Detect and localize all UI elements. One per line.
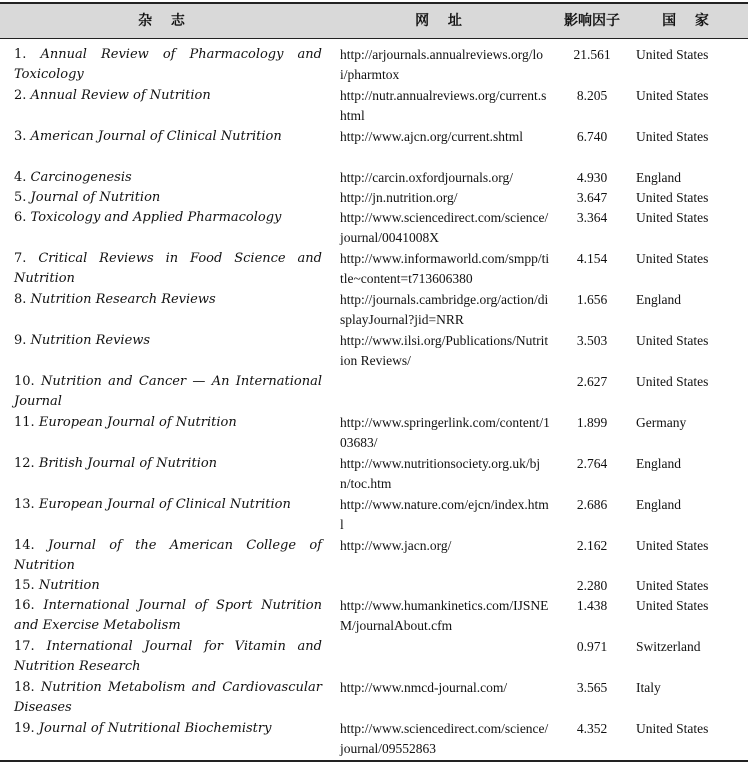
row-number: 11.: [14, 415, 35, 430]
row-number: 5.: [14, 190, 27, 205]
country: United States: [636, 333, 709, 348]
table-row: [0, 596, 748, 637]
journal-title: Annual Review of Pharmacology and Toxicology: [14, 47, 322, 82]
journal-url: http://jn.nutrition.org/: [340, 190, 458, 205]
table-row: [0, 168, 748, 188]
country: Italy: [636, 680, 661, 695]
header-url: 网 址: [415, 13, 469, 29]
impact-factor: 0.971: [576, 639, 608, 654]
journal-table: [0, 2, 748, 762]
journal-url: http://www.jacn.org/: [340, 538, 452, 553]
journal-cell: [0, 168, 330, 188]
journal-cell: [0, 208, 330, 249]
impact-factor: 21.561: [573, 47, 611, 62]
table-body: [0, 39, 748, 762]
row-number: 18.: [14, 680, 35, 695]
journal-url: http://www.nmcd-journal.com/: [340, 680, 508, 695]
impact-factor: 1.656: [576, 292, 608, 307]
header-journal: 杂 志: [138, 13, 192, 29]
table-row: [0, 576, 748, 596]
table-row: [0, 249, 748, 290]
journal-title: Journal of Nutritional Biochemistry: [38, 721, 272, 736]
journal-title: Nutrition and Cancer — An International Journal: [14, 374, 322, 409]
journal-url: http://nutr.annualreviews.org/current.shtml: [340, 88, 547, 123]
journal-title: Annual Review of Nutrition: [30, 88, 211, 103]
country: United States: [636, 47, 709, 62]
table-row: [0, 331, 748, 372]
row-number: 14.: [14, 538, 35, 553]
country: England: [636, 292, 681, 307]
journal-url: http://arjournals.annualreviews.org/loi/pharmtox: [340, 47, 543, 82]
country: United States: [636, 129, 709, 144]
row-number: 6.: [14, 210, 27, 225]
table-row: [0, 454, 748, 495]
journal-url: http://www.humankinetics.com/IJSNEM/journalAbout.cfm: [340, 598, 549, 633]
impact-factor: 3.364: [576, 210, 608, 225]
row-number: 16.: [14, 598, 35, 613]
country: Switzerland: [636, 639, 701, 654]
journal-url: http://www.springerlink.com/content/103683/: [340, 415, 550, 450]
row-number: 15.: [14, 578, 35, 593]
journal-cell: [0, 576, 330, 596]
impact-factor: 4.154: [576, 251, 608, 266]
row-number: 13.: [14, 497, 35, 512]
country: Germany: [636, 415, 687, 430]
impact-factor: 2.162: [576, 538, 608, 553]
impact-factor: 3.565: [576, 680, 608, 695]
table-row: [0, 413, 748, 454]
journal-cell: [0, 188, 330, 208]
impact-factor: 6.740: [576, 129, 608, 144]
journal-title: Journal of the American College of Nutrition: [14, 538, 322, 573]
impact-factor: 4.930: [576, 170, 608, 185]
impact-factor: 1.438: [576, 598, 608, 613]
journal-title: International Journal of Sport Nutrition and Exercise Metabolism: [14, 598, 322, 633]
journal-cell: [0, 536, 330, 576]
table-row: [0, 208, 748, 249]
journal-cell: [0, 86, 330, 127]
row-number: 7.: [14, 251, 27, 266]
country: England: [636, 497, 681, 512]
country: United States: [636, 578, 709, 593]
journal-title: Carcinogenesis: [30, 170, 132, 185]
journal-cell: [0, 331, 330, 372]
journal-url: http://www.informaworld.com/smpp/title~content=t713606380: [340, 251, 550, 286]
journal-title: Critical Reviews in Food Science and Nutrition: [14, 251, 322, 286]
journal-title: British Journal of Nutrition: [38, 456, 218, 471]
table-header: [0, 3, 748, 39]
journal-title: International Journal for Vitamin and Nutrition Research: [14, 639, 322, 674]
country: United States: [636, 598, 709, 613]
journal-title: Toxicology and Applied Pharmacology: [30, 210, 282, 225]
row-number: 8.: [14, 292, 27, 307]
journal-title: Nutrition Research Reviews: [30, 292, 216, 307]
country: United States: [636, 251, 709, 266]
journal-url: [330, 372, 554, 413]
table-row: [0, 719, 748, 761]
journal-url: http://www.sciencedirect.com/science/journal/09552863: [340, 721, 549, 756]
country: United States: [636, 374, 709, 389]
row-number: 17.: [14, 639, 35, 654]
journal-cell: [0, 39, 330, 87]
journal-title: Journal of Nutrition: [30, 190, 161, 205]
country: England: [636, 170, 681, 185]
impact-factor: 3.647: [576, 190, 608, 205]
journal-cell: [0, 454, 330, 495]
journal-url: http://www.ilsi.org/Publications/Nutrition Reviews/: [340, 333, 549, 368]
impact-factor: 2.686: [576, 497, 608, 512]
row-number: 2.: [14, 88, 27, 103]
country: United States: [636, 190, 709, 205]
impact-factor: 2.280: [576, 578, 608, 593]
table-row: [0, 39, 748, 87]
journal-url: http://www.nature.com/ejcn/index.html: [340, 497, 549, 532]
journal-title: Nutrition Reviews: [30, 333, 151, 348]
journal-cell: [0, 127, 330, 168]
row-number: 3.: [14, 129, 27, 144]
journal-url: [330, 637, 554, 678]
row-number: 1.: [14, 47, 27, 62]
table-row: [0, 372, 748, 413]
journal-cell: [0, 249, 330, 290]
journal-url: http://carcin.oxfordjournals.org/: [340, 170, 513, 185]
journal-url: [330, 576, 554, 596]
journal-title: European Journal of Nutrition: [38, 415, 237, 430]
row-number: 19.: [14, 721, 35, 736]
table-row: [0, 127, 748, 168]
journal-cell: [0, 719, 330, 761]
header-country: 国 家: [662, 13, 716, 29]
impact-factor: 8.205: [576, 88, 608, 103]
table-row: [0, 678, 748, 719]
impact-factor: 4.352: [576, 721, 608, 736]
journal-cell: [0, 495, 330, 536]
impact-factor: 2.764: [576, 456, 608, 471]
row-number: 12.: [14, 456, 35, 471]
journal-cell: [0, 596, 330, 637]
header-impact-factor: 影响因子: [564, 13, 620, 29]
row-number: 4.: [14, 170, 27, 185]
table-row: [0, 188, 748, 208]
journal-url: http://www.nutritionsociety.org.uk/bjn/toc.htm: [340, 456, 541, 491]
impact-factor: 2.627: [576, 374, 608, 389]
table-row: [0, 536, 748, 576]
table-row: [0, 637, 748, 678]
journal-title: American Journal of Clinical Nutrition: [30, 129, 282, 144]
journal-cell: [0, 637, 330, 678]
country: United States: [636, 88, 709, 103]
journal-title: Nutrition: [38, 578, 100, 593]
table-row: [0, 86, 748, 127]
country: United States: [636, 721, 709, 736]
impact-factor: 3.503: [576, 333, 608, 348]
table-row: [0, 290, 748, 331]
journal-cell: [0, 372, 330, 413]
journal-title: Nutrition Metabolism and Cardiovascular Diseases: [14, 680, 322, 715]
journal-url: http://www.ajcn.org/current.shtml: [340, 129, 523, 144]
row-number: 10.: [14, 374, 35, 389]
country: United States: [636, 538, 709, 553]
journal-cell: [0, 290, 330, 331]
journal-cell: [0, 678, 330, 719]
journal-url: http://journals.cambridge.org/action/displayJournal?jid=NRR: [340, 292, 549, 327]
journal-title: European Journal of Clinical Nutrition: [38, 497, 291, 512]
table-row: [0, 495, 748, 536]
header-row: [0, 3, 748, 39]
country: United States: [636, 210, 709, 225]
impact-factor: 1.899: [576, 415, 608, 430]
journal-url: http://www.sciencedirect.com/science/journal/0041008X: [340, 210, 549, 245]
journal-cell: [0, 413, 330, 454]
row-number: 9.: [14, 333, 27, 348]
country: England: [636, 456, 681, 471]
